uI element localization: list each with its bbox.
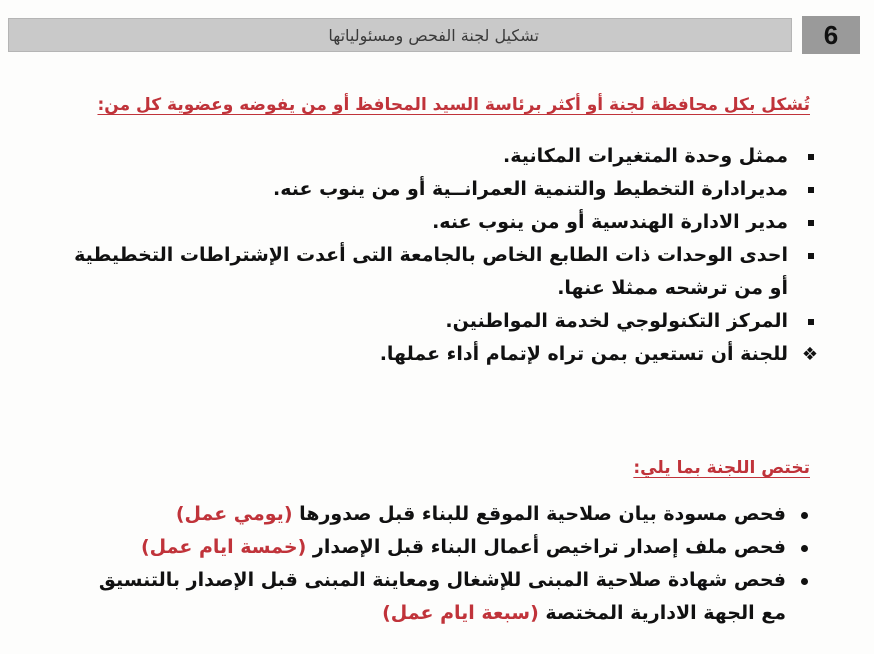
square-bullet-icon bbox=[808, 220, 814, 226]
round-bullet-icon bbox=[801, 545, 808, 552]
list-item: فحص مسودة بيان صلاحية الموقع للبناء قبل صدورها (يومي عمل) bbox=[70, 498, 810, 531]
committee-intro: تُشكل بكل محافظة لجنة أو أكثر برئاسة السيد المحافظ أو من يفوضه وعضوية كل من: bbox=[97, 95, 810, 115]
round-bullet-icon bbox=[801, 512, 808, 519]
duties-list bbox=[70, 498, 810, 630]
list-item: مديرادارة التخطيط والتنمية العمرانــية أو من ينوب عنه. bbox=[74, 173, 814, 206]
round-bullet-icon bbox=[801, 578, 808, 585]
duration-label: (سبعة ايام عمل) bbox=[382, 602, 539, 624]
members-list bbox=[74, 140, 818, 371]
square-bullet-icon bbox=[808, 319, 814, 325]
square-bullet-icon bbox=[808, 253, 814, 259]
duration-label: (يومي عمل) bbox=[175, 503, 293, 525]
list-item: مدير الادارة الهندسية أو من ينوب عنه. bbox=[74, 206, 814, 239]
section-header-bar bbox=[8, 18, 792, 52]
list-item: فحص ملف إصدار تراخيص أعمال البناء قبل الإصدار (خمسة ايام عمل) bbox=[70, 531, 810, 564]
diamond-bullet-icon: ❖ bbox=[801, 344, 818, 365]
list-item: ممثل وحدة المتغيرات المكانية. bbox=[74, 140, 814, 173]
duties-heading: تختص اللجنة بما يلي: bbox=[633, 458, 810, 478]
section-title: تشكيل لجنة الفحص ومسئولياتها bbox=[328, 26, 539, 45]
section-number: 6 bbox=[802, 16, 860, 54]
square-bullet-icon bbox=[808, 187, 814, 193]
list-item: المركز التكنولوجي لخدمة المواطنين. bbox=[74, 305, 814, 338]
note-item: ❖ للجنة أن تستعين بمن تراه لإتمام أداء عملها. bbox=[379, 343, 818, 365]
list-item: فحص شهادة صلاحية المبنى للإشغال ومعاينة المبنى قبل الإصدار بالتنسيق مع الجهة الادارية المختصة (سبعة ايام عمل) bbox=[70, 564, 810, 630]
duration-label: (خمسة ايام عمل) bbox=[140, 536, 307, 558]
square-bullet-icon bbox=[808, 154, 814, 160]
list-item: احدى الوحدات ذات الطابع الخاص بالجامعة التى أعدت الإشتراطات التخطيطية أو من ترشحه ممثلا عنها. bbox=[74, 239, 814, 305]
